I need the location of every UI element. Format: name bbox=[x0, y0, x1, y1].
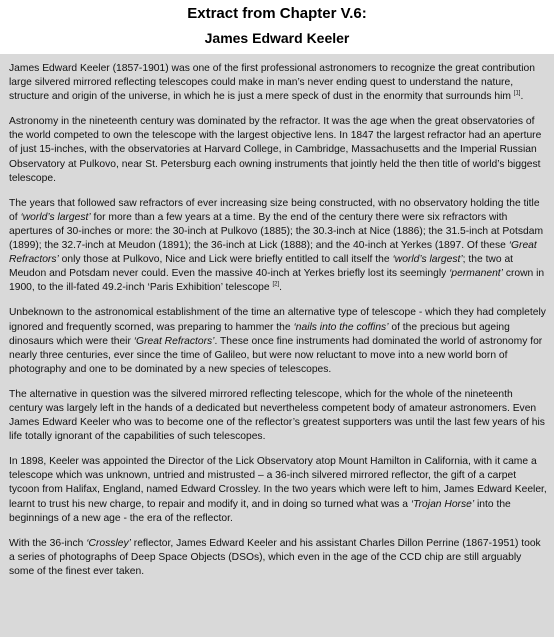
paragraph bbox=[9, 115, 548, 185]
paragraph-text: of the precious but ageing dinosaurs which were their bbox=[9, 321, 510, 347]
paragraph-text: only those at Pulkovo, Nice and Lick were briefly entitled to call itself the bbox=[58, 254, 393, 266]
paragraph bbox=[9, 306, 548, 376]
paragraph-text: The alternative in question was the silvered mirrored reflecting telescope, which for the whole of the nineteenth century was largely left in the hands of a dedicated but nevertheless competent body of amateur astronomers. Even James Edward Keeler who was to become one of the reflector’s greatest supporters was until the last few years of his life totally ignorant of the capabilities of such telescopes. bbox=[9, 388, 545, 443]
emphasis-text: ‘Great Refractors’ bbox=[9, 240, 537, 266]
paragraph-text: Unbeknown to the astronomical establishment of the time an alternative type of telescope - which they had completely ignored and frequently scorned, was preparing to hammer the bbox=[9, 307, 546, 333]
paragraph-text: reflector, James Edward Keeler and his assistant Charles Dillon Perrine (1867-1951) took a series of photographs of Deep Space Objects (DSOs), which even in the age of the CCD chip are still arguably some of the finest ever taken. bbox=[9, 537, 541, 577]
paragraph-text: crown in 1900, to the ill-fated 49.2-inch ‘Paris Exhibition’ telescope bbox=[9, 268, 545, 294]
text-panel bbox=[0, 54, 554, 637]
paragraph-text: James Edward Keeler (1857-1901) was one of the first professional astronomers to recognize the great contribution large silvered mirrored reflecting telescopes could make in man’s never ending quest to understand the nature, structure and origin of the universe, in which he is just a mere speck of dust in the enormity that surrounds him bbox=[9, 63, 535, 103]
emphasis-text: ‘Great Refractors’ bbox=[133, 335, 215, 347]
paragraph bbox=[9, 537, 548, 579]
emphasis-text: ‘Trojan Horse’ bbox=[410, 498, 475, 510]
paragraph-text: The years that followed saw refractors of ever increasing size being constructed, with no observatory holding the title of bbox=[9, 197, 540, 223]
paragraph-text: With the 36-inch bbox=[9, 537, 87, 549]
footnote-ref: [2] bbox=[272, 281, 280, 288]
paragraph-text: . bbox=[520, 91, 524, 103]
paragraph bbox=[9, 455, 548, 525]
paragraph-text: . These once fine instruments had dominated the world of astronomy for nearly three centuries, ever since the time of Galileo, but were now reluctant to move into a new world born of photography and one to be dominated by a new species of telescopes. bbox=[9, 335, 543, 375]
emphasis-text: ‘world’s largest’ bbox=[20, 211, 91, 223]
paragraph-text: In 1898, Keeler was appointed the Director of the Lick Observatory atop Mount Hamilton in California, with it came a telescope which was unknown, untried and mistrusted – a 36-inch silvered mirrored reflector, the gift of a carpet tycoon from Halifax, England, named Edward Crossley. In the two years which were left to him, James Edward Keeler, learnt to trust his new charge, to repair and modify it, and in doing so turned what was a bbox=[9, 456, 547, 510]
paragraph bbox=[9, 62, 548, 104]
footnote-ref: [1] bbox=[513, 90, 521, 97]
paragraph-text: for more than a few years at a time. By the end of the century there were six refractors with apertures of 30-inches or more: the 30-inch at Pulkovo (1885); the 30.3-inch at Nice (1886); the 31.5-inch at Potsdam (1899); the 32.7-inch at Meudon (1891); the 36-inch at Lick (1888); and the 40-inch at Yerkes (1897. Of these bbox=[9, 211, 544, 252]
emphasis-text: ‘Crossley’ bbox=[86, 537, 131, 549]
emphasis-text: ‘nails into the coffins’ bbox=[293, 321, 389, 333]
chapter-title: Extract from Chapter V.6: bbox=[187, 5, 367, 22]
paragraph-text: . bbox=[279, 282, 283, 294]
paragraph-text: into the beginnings of a new age - the era of the reflector. bbox=[9, 498, 511, 524]
section-subtitle: James Edward Keeler bbox=[204, 30, 350, 46]
document-header bbox=[0, 0, 554, 47]
paragraph-text: Astronomy in the nineteenth century was dominated by the refractor. It was the age when the great observatories of the world competed to own the telescope with the largest objective lens. In 1847 the largest refractor had an aperture of just 15-inches, with the observatories at Harvard College, in Cambridge, Massachusetts and the Imperial Russian Observatory at Pulkovo, near St. Petersburg each owning instruments that jointly held the then title of world’s biggest telescope. bbox=[9, 116, 542, 184]
emphasis-text: ‘permanent’ bbox=[449, 268, 503, 280]
paragraph bbox=[9, 388, 548, 444]
emphasis-text: ‘world’s largest’ bbox=[392, 254, 463, 266]
paragraph-text: ; the two at Meudon and Potsdam never could. Even the massive 40-inch at Yerkes briefly lost its seemingly bbox=[9, 254, 514, 280]
paragraph bbox=[9, 197, 548, 296]
